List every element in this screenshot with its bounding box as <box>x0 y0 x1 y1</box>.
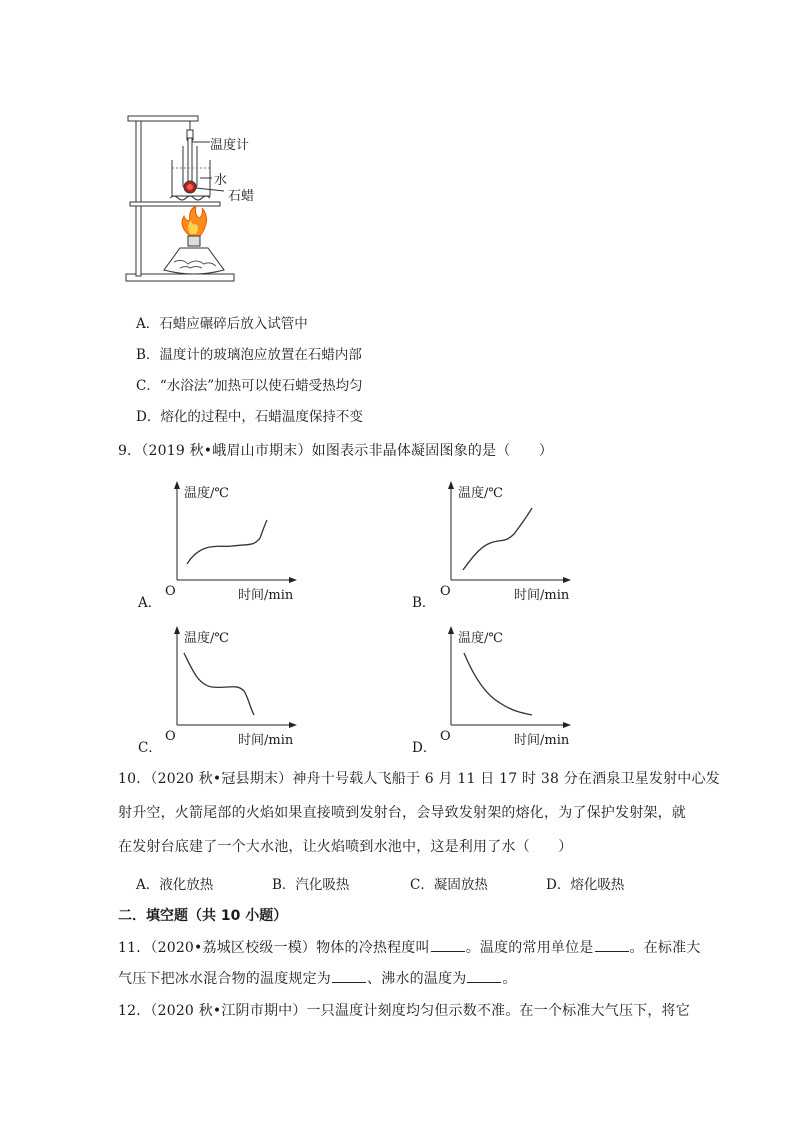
water-label: 水 <box>214 173 228 188</box>
graph-a-xlabel: 时间/min <box>238 588 294 603</box>
q11-blank-4[interactable] <box>467 970 501 983</box>
q11-blank-1[interactable] <box>431 939 465 952</box>
q10-option-a: A．液化放热 <box>136 877 214 893</box>
thermometer-label: 温度计 <box>210 138 250 153</box>
graph-b <box>408 478 588 610</box>
wax-label: 石蜡 <box>228 189 255 204</box>
graph-d <box>408 623 588 755</box>
graph-b-xlabel: 时间/min <box>514 588 570 603</box>
q11-line-1 <box>118 937 701 957</box>
q11-text-4: 气压下把冰水混合物的温度规定为 <box>118 971 331 987</box>
graph-d-xlabel: 时间/min <box>514 733 570 748</box>
graph-d-ylabel: 温度/℃ <box>458 631 503 646</box>
graph-c <box>132 623 312 755</box>
q11-text-2: 。温度的常用单位是 <box>465 940 594 956</box>
q10-option-d: D．熔化吸热 <box>546 877 625 893</box>
q11-text-3: 。在标准大 <box>629 940 701 956</box>
graph-d-origin: O <box>440 729 451 744</box>
graph-d-letter: D． <box>412 740 437 756</box>
q11-text-6: 。 <box>502 971 517 987</box>
q11-text-1: 11．（2020•荔城区校级一模）物体的冷热程度叫 <box>118 940 430 956</box>
q8-option-c: C．“水浴法”加热可以使石蜡受热均匀 <box>136 378 363 394</box>
graph-a-ylabel: 温度/℃ <box>184 486 229 501</box>
q10-option-b: B．汽化吸热 <box>272 877 350 893</box>
graph-a-letter: A． <box>138 595 162 611</box>
graph-c-letter: C． <box>138 740 162 756</box>
q10-option-c: C．凝固放热 <box>410 877 488 893</box>
section-heading-fill-in: 二．填空题（共 10 小题） <box>118 908 288 924</box>
graph-a <box>132 478 312 610</box>
q11-blank-3[interactable] <box>332 970 366 983</box>
graph-b-ylabel: 温度/℃ <box>458 486 503 501</box>
q9-stem: 9．（2019 秋•峨眉山市期末）如图表示非晶体凝固图象的是（ ） <box>118 443 554 459</box>
water-bath-apparatus-drawing <box>120 108 280 290</box>
q10-line-3: 在发射台底建了一个大水池，让火焰喷到水池中，这是利用了水（ ） <box>118 839 573 855</box>
apparatus-figure <box>120 108 280 290</box>
q12-line-1: 12．（2020 秋•江阴市期中）一只温度计刻度均匀但示数不准。在一个标准大气压下，将它 <box>118 1003 690 1019</box>
q11-text-5: 、沸水的温度为 <box>367 971 467 987</box>
graph-b-origin: O <box>440 584 451 599</box>
graph-c-origin: O <box>165 729 176 744</box>
q8-option-d: D．熔化的过程中，石蜡温度保持不变 <box>136 409 363 425</box>
q10-line-2: 射升空，火箭尾部的火焰如果直接喷到发射台，会导致发射架的熔化，为了保护发射架，就 <box>118 805 686 821</box>
graph-c-ylabel: 温度/℃ <box>184 631 229 646</box>
q11-line-2 <box>118 968 517 988</box>
q11-blank-2[interactable] <box>595 939 629 952</box>
q8-option-a: A．石蜡应碾碎后放入试管中 <box>136 316 308 332</box>
q8-option-b: B．温度计的玻璃泡应放置在石蜡内部 <box>136 347 362 363</box>
graph-a-origin: O <box>165 584 176 599</box>
graph-c-xlabel: 时间/min <box>238 733 294 748</box>
q10-line-1: 10．（2020 秋•冠县期末）神舟十号载人飞船于 6 月 11 日 17 时 38 分在酒泉卫星发射中心发 <box>118 771 720 787</box>
graph-b-letter: B． <box>412 595 436 611</box>
